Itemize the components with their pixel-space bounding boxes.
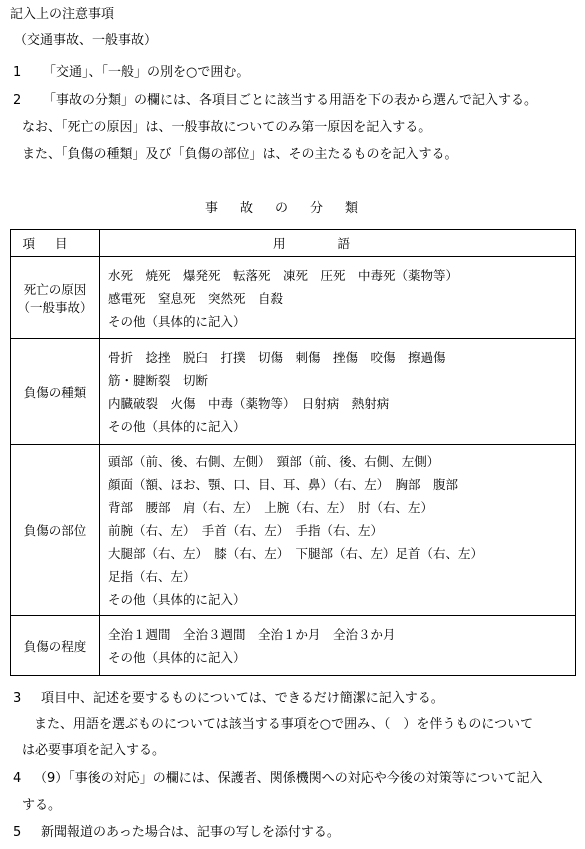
note-3-text: 項目中、記述を要するものについては、できるだけ簡潔に記入する。 <box>41 691 444 706</box>
term-line: 全治１週間 全治３週間 全治１か月 全治３か月 <box>108 627 396 642</box>
term-line: 水死 焼死 爆発死 転落死 凍死 圧死 中毒死（薬物等） <box>108 267 459 283</box>
note-5-text: 新聞報道のあった場合は、記事の写しを添付する。 <box>41 825 340 840</box>
row-terms-injury-degree <box>100 616 576 676</box>
row-label-line: 負傷の部位 <box>23 523 87 538</box>
page-subheading: （交通事故、一般事故） <box>14 33 158 48</box>
row-label-line: （一般事故） <box>17 299 93 315</box>
term-line: 大腿部（右、左） 膝（右、左） 下腿部（右、左）足首（右、左） <box>108 546 484 561</box>
term-line: その他（具体的に記入） <box>108 419 246 434</box>
header-terms-label: 用語 <box>272 236 402 251</box>
term-line: 頭部（前、後、右側、左側） 頸部（前、後、右側、左側） <box>108 454 440 469</box>
row-terms-death-cause <box>100 257 576 339</box>
classification-table <box>10 229 576 676</box>
note-4-text: （9）「事後の対応」の欄には、保護者、関係機関への対応や今後の対策等について記入 <box>34 771 543 786</box>
term-line: 足指（右、左） <box>108 569 196 584</box>
note-2-text: 「事故の分類」の欄には、各項目ごとに該当する用語を下の表から選んで記入する。 <box>43 93 538 108</box>
note-4-cont: する。 <box>22 798 62 813</box>
term-line: その他（具体的に記入） <box>108 592 246 607</box>
term-line: 感電死 窒息死 突然死 自殺 <box>108 290 284 306</box>
header-item-label: 項目 <box>22 236 88 251</box>
row-label-line: 負傷の程度 <box>23 638 87 654</box>
page-heading: 記入上の注意事項 <box>10 7 115 22</box>
term-line: その他（具体的に記入） <box>108 650 246 665</box>
row-label-line: 負傷の種類 <box>23 384 87 400</box>
row-label-line: 死亡の原因 <box>23 281 87 297</box>
row-label-injury-type <box>11 339 100 445</box>
header-terms <box>100 230 576 257</box>
note-5-num: 5 <box>13 825 22 840</box>
term-line: 前腕（右、左） 手首（右、左） 手指（右、左） <box>108 523 384 538</box>
note-4-num: 4 <box>13 771 22 786</box>
term-line: その他（具体的に記入） <box>108 313 246 329</box>
note-2-num: 2 <box>13 93 22 108</box>
term-line: 筋・腱断裂 切断 <box>108 373 209 388</box>
term-line: 背部 腰部 肩（右、左） 上腕（右、左） 肘（右、左） <box>108 500 434 515</box>
row-label-injury-site <box>11 445 100 616</box>
note-3-cont-1: また、用語を選ぶものについては該当する事項を○で囲み、（ ）を伴うものについて <box>34 717 534 732</box>
row-label-injury-degree <box>11 616 100 676</box>
note-2-cont-2: また、「負傷の種類」及び「負傷の部位」は、その主たるものを記入する。 <box>22 147 458 162</box>
row-terms-injury-type <box>100 339 576 445</box>
header-item <box>11 230 100 257</box>
note-3-num: 3 <box>13 691 22 706</box>
term-line: 骨折 捻挫 脱臼 打撲 切傷 刺傷 挫傷 咬傷 擦過傷 <box>108 350 446 365</box>
term-line: 内臓破裂 火傷 中毒（薬物等） 日射病 熱射病 <box>108 396 390 411</box>
row-label-death-cause <box>11 257 100 339</box>
note-1-text: 「交通」、「一般」の別を○で囲む。 <box>43 65 250 80</box>
note-2-cont-1: なお、「死亡の原因」は、一般事故についてのみ第一原因を記入する。 <box>22 120 432 135</box>
note-1-num: 1 <box>13 65 22 80</box>
note-3-cont-2: は必要事項を記入する。 <box>22 743 166 758</box>
row-terms-injury-site <box>100 445 576 616</box>
term-line: 顔面（額、ほお、顎、口、目、耳、鼻）（右、左） 胸部 腹部 <box>108 477 459 492</box>
table-title: 事故の分類 <box>204 201 380 216</box>
